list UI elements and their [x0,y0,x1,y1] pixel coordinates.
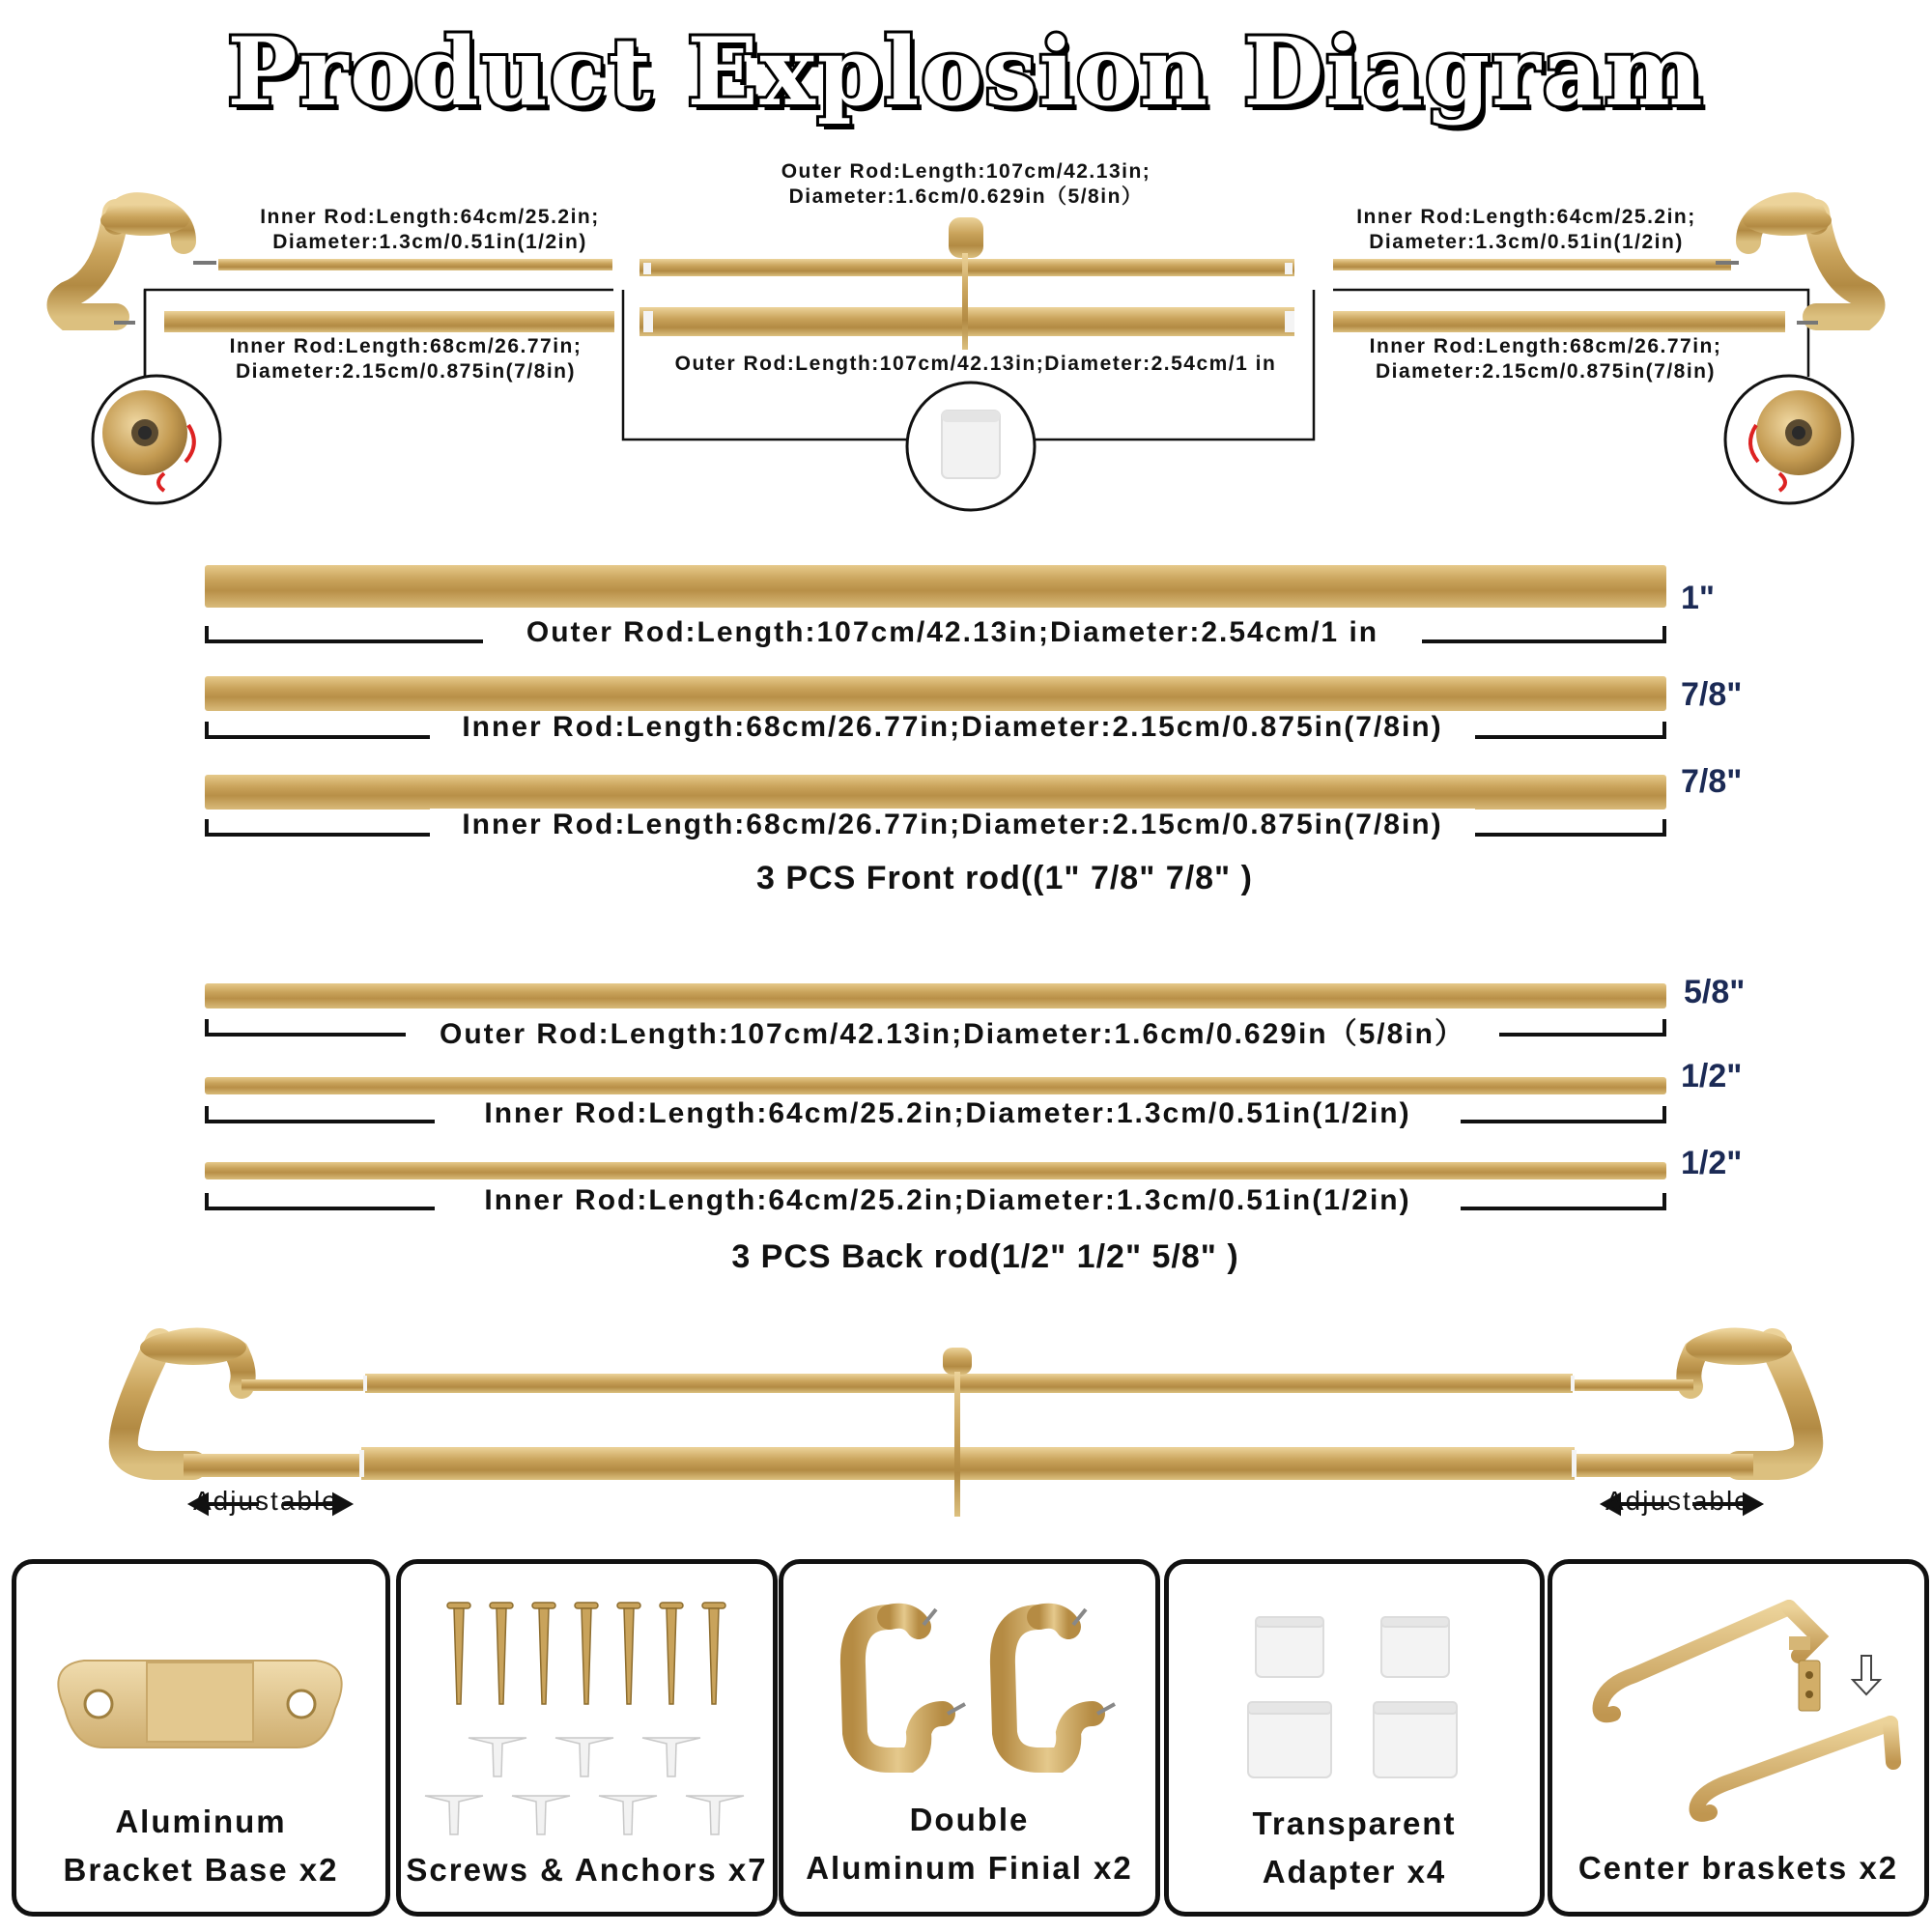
part-label: Aluminum Bracket Base x2 [63,1804,339,1888]
part-panel-adapters [1164,1559,1545,1917]
right-inner-upper-label: Inner Rod:Length:64cm/25.2in; Diameter:1.3cm/0.51in(1/2in) [1356,206,1696,253]
left-end-cap-detail-icon [93,376,220,503]
right-inner-rod-lower [1333,311,1785,332]
front-inner-rod [205,775,1666,810]
left-finial-icon [61,205,190,317]
back-rod-size: 1/2" [1681,1145,1743,1181]
part-panel-finials [779,1559,1160,1917]
front-rod-label: Inner Rod:Length:68cm/26.77in;Diameter:2.15cm/0.875in(7/8in) [430,809,1475,841]
front-rod-size: 7/8" [1681,763,1743,800]
right-inner-rod-upper [1333,259,1731,270]
adapter-detail-icon [907,383,1035,510]
back-rods-heading: 3 PCS Back rod(1/2" 1/2" 5/8" ) [731,1238,1239,1275]
adjustable-label-right: Adjustable [1605,1486,1751,1516]
center-bracket-icon [1567,1588,1910,1820]
front-rods-heading: 3 PCS Front rod((1" 7/8" 7/8" ) [756,860,1253,896]
front-rod-size: 7/8" [1681,676,1743,713]
part-label: Transparent Adapter x4 [1252,1805,1457,1889]
center-outer-upper-label: Outer Rod:Length:107cm/42.13in; Diameter:1.6cm/0.629in（5/8in） [781,160,1151,208]
left-inner-lower-label: Inner Rod:Length:68cm/26.77in; Diameter:2.15cm/0.875in(7/8in) [229,335,582,383]
part-label: Double Aluminum Finial x2 [806,1802,1133,1886]
front-rod-label: Outer Rod:Length:107cm/42.13in;Diameter:2.54cm/1 in [483,616,1422,649]
back-inner-rod [205,1162,1666,1179]
front-rod-label: Inner Rod:Length:68cm/26.77in;Diameter:2.15cm/0.875in(7/8in) [430,711,1475,744]
top-exploded-view [0,0,1932,522]
back-rod-label: Outer Rod:Length:107cm/42.13in;Diameter:1.6cm/0.629in（5/8in） [406,1009,1499,1052]
part-panel-bracket-base [12,1559,390,1917]
adjustable-label-left: Adjustable [193,1486,339,1516]
back-rod-size: 5/8" [1684,974,1746,1010]
front-rod-size: 1" [1681,580,1716,616]
front-outer-rod [205,565,1666,608]
part-label: Center braskets x2 [1577,1850,1899,1886]
finial-icon [812,1588,1131,1781]
left-inner-upper-label: Inner Rod:Length:64cm/25.2in; Diameter:1.3cm/0.51in(1/2in) [260,206,600,253]
part-label: Screws & Anchors x7 [406,1852,768,1888]
adapter-icon [1246,1617,1468,1781]
right-end-cap-detail-icon [1725,376,1853,503]
front-inner-rod [205,676,1666,711]
right-inner-lower-label: Inner Rod:Length:68cm/26.77in; Diameter:2.15cm/0.875in(7/8in) [1369,335,1722,383]
left-inner-rod-lower [164,311,614,332]
back-outer-rod [205,983,1666,1009]
back-rod-label: Inner Rod:Length:64cm/25.2in;Diameter:1.3cm/0.51in(1/2in) [435,1097,1461,1130]
center-outer-lower-label: Outer Rod:Length:107cm/42.13in;Diameter:2.54cm/1 in [674,353,1277,375]
back-rod-size: 1/2" [1681,1058,1743,1094]
left-inner-rod-upper [218,259,612,270]
page-title: Product Explosion Diagram [227,17,1705,127]
bracket-base-icon [45,1641,355,1767]
back-rod-label: Inner Rod:Length:64cm/25.2in;Diameter:1.3cm/0.51in(1/2in) [435,1184,1461,1217]
back-inner-rod [205,1077,1666,1094]
part-panel-center-brackets [1548,1559,1929,1917]
part-panel-screws [396,1559,778,1917]
